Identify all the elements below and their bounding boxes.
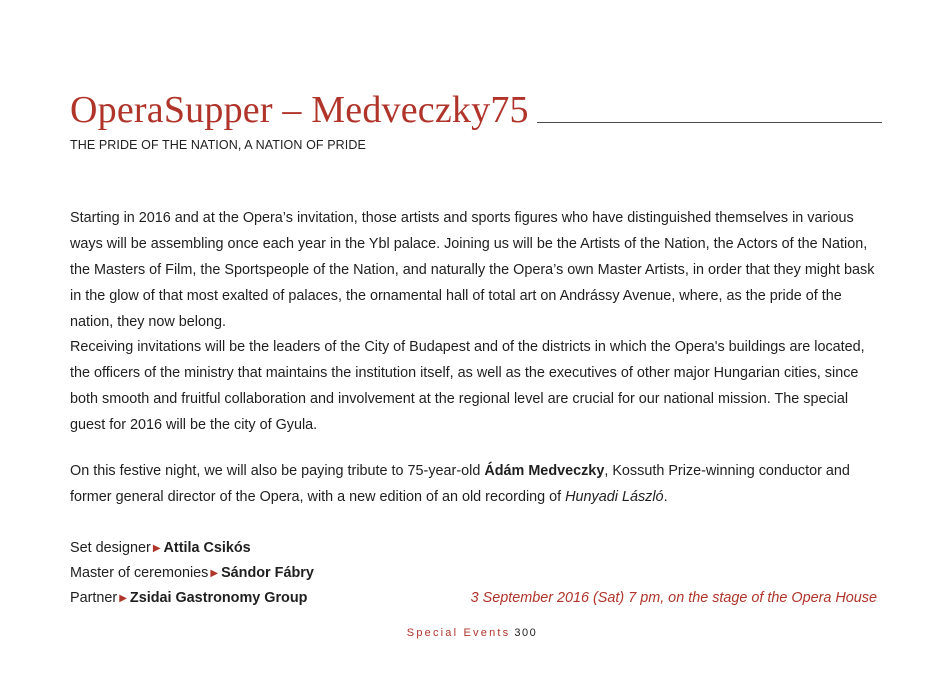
paragraph-intro: Starting in 2016 and at the Opera’s invitation, those artists and sports figures who have distinguished themselves in various ways will be assembling once each year in the Ybl palace. Joining us will be the Artists of the Nation, the Actors of the Nation, the Masters of Film, the Sportspeople of the Nation, and naturally the Opera’s own Master Artists, in order that they might bask in the glow of that most exalted of palaces, the ornamental hall of total art on Andrássy Avenue, where, as the pride of the nation, they now belong. (70, 210, 875, 330)
play-arrow-icon: ▶ (119, 593, 127, 604)
paragraph-invitations: Receiving invitations will be the leaders of the City of Budapest and of the districts in which the Opera's buildings are located, the officers of the ministry that maintains the institution itself, as well as the executives of other major Hungarian cities, since both smooth and fruitful collaboration and involvement at the regional level are crucial for our national mission. The special guest for 2016 will be the city of Gyula. (70, 339, 865, 433)
title-row (70, 88, 882, 132)
footer-section-title: Special Events (406, 627, 511, 639)
page-number: 300 (514, 627, 538, 639)
credit-name: Attila Csikós (163, 540, 251, 556)
credit-name: Sándor Fábry (221, 565, 314, 581)
credit-name: Zsidai Gastronomy Group (129, 590, 308, 606)
credit-role: Set designer (70, 540, 151, 556)
tribute-text-middle: , Kossuth Prize-winning conductor and former general director of the Opera, with a new edition of an old recording of (70, 463, 850, 505)
credit-partner (70, 586, 314, 611)
event-date: 3 September 2016 (Sat) 7 pm, on the stage of the Opera House (470, 590, 877, 606)
credit-role: Partner (70, 590, 118, 606)
credit-master-of-ceremonies (70, 561, 314, 586)
paragraph-tribute (70, 458, 882, 510)
page-subtitle: THE PRIDE OF THE NATION, A NATION OF PRIDE (70, 138, 366, 152)
tribute-text-after: . (663, 489, 668, 505)
credits-list (70, 536, 314, 611)
page-footer (0, 627, 944, 639)
page-title: OperaSupper – Medveczky75 (70, 89, 529, 131)
tribute-honoree: Ádám Medveczky (484, 463, 605, 479)
credit-set-designer (70, 536, 314, 561)
tribute-work-title: Hunyadi László (565, 489, 664, 505)
title-rule (537, 122, 882, 123)
play-arrow-icon: ▶ (210, 568, 219, 579)
play-arrow-icon: ▶ (152, 543, 161, 554)
credit-role: Master of ceremonies (70, 565, 209, 581)
tribute-text-before: On this festive night, we will also be paying tribute to 75-year-old (70, 463, 485, 479)
